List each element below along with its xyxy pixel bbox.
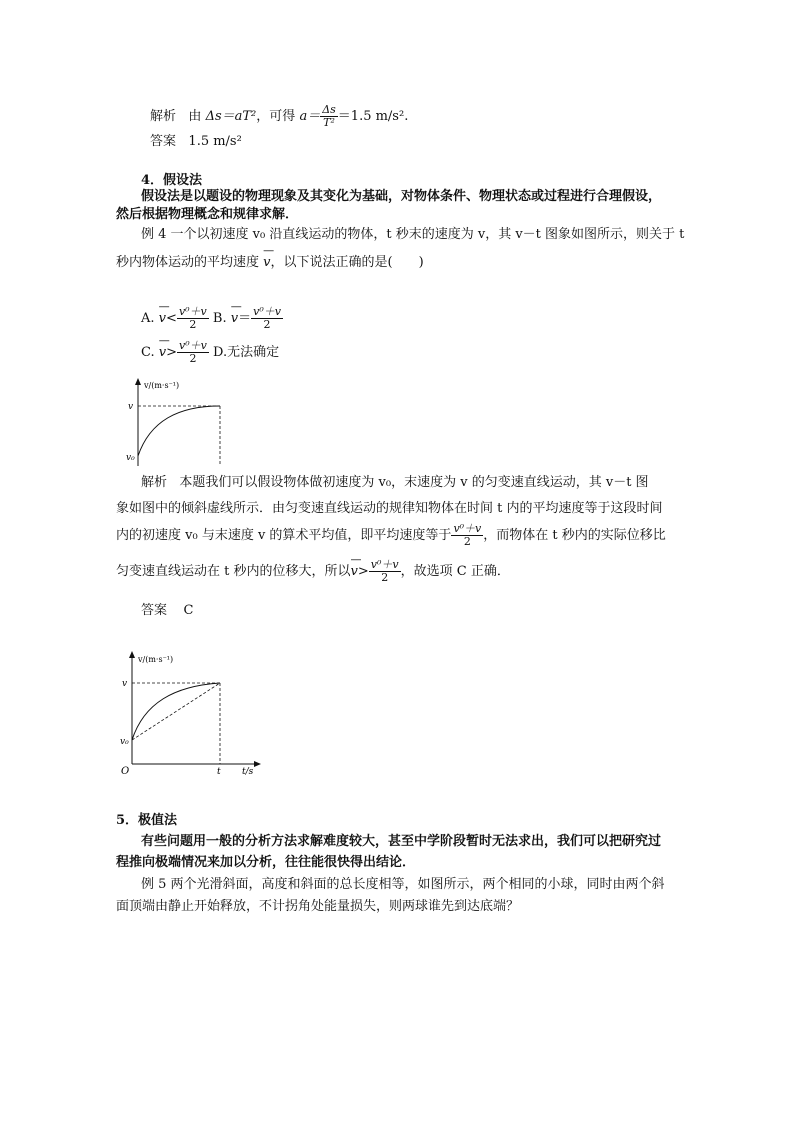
example-5-line-1: 例 5 两个光滑斜面，高度和斜面的总长度相等，如图所示，两个相同的小球，同时由两个斜 <box>141 877 665 892</box>
section-5-intro-1: 有些问题用一般的分析方法求解难度较大，甚至中学阶段暂时无法求出，我们可以把研究过 <box>141 834 662 849</box>
v-bar: — v <box>263 254 270 272</box>
axis-label-v: v/(m·s⁻¹) <box>138 655 174 664</box>
solution-4-line-2: 象如图中的倾斜虚线所示．由匀变速直线运动的规律知物体在时间 t 内的平均速度等于这段时间 <box>116 501 663 516</box>
section-4-intro-2: 然后根据物理概念和规律求解． <box>116 207 299 222</box>
section-4-intro-1: 假设法是以题设的物理现象及其变化为基础，对物体条件、物理状态或过程进行合理假设， <box>141 189 662 204</box>
fraction-ds-t2: $\frac{\Delta s}{\text{T²}}$ <box>322 103 336 129</box>
answer-value: 1.5 m/s² <box>188 134 242 149</box>
answer-value: C <box>183 603 194 618</box>
solution-4-line-3: 内的初速度 v₀ 与末速度 v 的算术平均值，即平均速度等于 $\frac{\text{v⁰＋v}}{2}$ ，而物体在 t 秒内的实际位移比 <box>116 522 666 548</box>
vt-graph-2 <box>118 648 268 778</box>
section-4-heading: 4．假设法 <box>141 173 203 188</box>
answer-1 <box>150 133 242 151</box>
answer-label: 答案 <box>141 603 168 618</box>
vt-graph-1 <box>118 376 238 468</box>
svg-text:t/s: t/s <box>242 767 254 777</box>
option-c-d: C. — v> $\frac{\text{v⁰＋v}}{2}$ D.无法确定 <box>141 338 279 368</box>
option-b: B. <box>212 311 227 326</box>
svg-text:t: t <box>217 767 221 777</box>
svg-text:v₀: v₀ <box>126 453 135 463</box>
option-a-b: A. — v< $\frac{\text{v⁰＋v}}{2}$ B. — v＝ $\frac{\text{v⁰＋v}}{2}$ <box>141 304 283 334</box>
example-4-line-2: 秒内物体运动的平均速度 — v，以下说法正确的是( ) <box>116 254 424 272</box>
answer-4 <box>141 602 194 620</box>
formula-ds: Δs＝aT² <box>205 109 257 124</box>
axis-label-v: v/(m·s⁻¹) <box>144 381 180 390</box>
solution-label: 解析 <box>150 109 177 124</box>
svg-text:v: v <box>122 679 128 689</box>
solution-4-line-4: 匀变速直线运动在 t 秒内的位移大，所以— v> $\frac{\text{v⁰＋v}}{2}$ ，故选项 C 正确． <box>116 557 510 587</box>
svg-text:v₀: v₀ <box>120 737 129 747</box>
option-c: C. <box>141 345 155 360</box>
section-5-heading: 5．极值法 <box>116 813 178 828</box>
option-a: A. <box>141 311 155 326</box>
solution-1: 解析 由 Δs＝aT²，可得 a＝ $\frac{\Delta s}{\text{T²}}$ ＝1.5 m/s². <box>150 103 409 129</box>
svg-text:O: O <box>121 766 130 777</box>
solution-4-line-1: 解析 本题我们可以假设物体做初速度为 v₀，末速度为 v 的匀变速直线运动，其 v－t 图 <box>141 475 649 490</box>
section-5-intro-2: 程推向极端情况来加以分析，往往能很快得出结论． <box>116 855 416 870</box>
example-5-line-2: 面顶端由静止开始释放，不计拐角处能量损失，则两球谁先到达底端？ <box>116 899 520 914</box>
svg-text:v: v <box>128 402 134 412</box>
solution-label: 解析 <box>141 475 168 490</box>
option-d: D.无法确定 <box>213 345 280 360</box>
answer-label: 答案 <box>150 134 177 149</box>
example-4-line-1: 例 4 一个以初速度 v₀ 沿直线运动的物体，t 秒末的速度为 v，其 v－t 图象如图所示，则关于 t <box>141 227 685 242</box>
